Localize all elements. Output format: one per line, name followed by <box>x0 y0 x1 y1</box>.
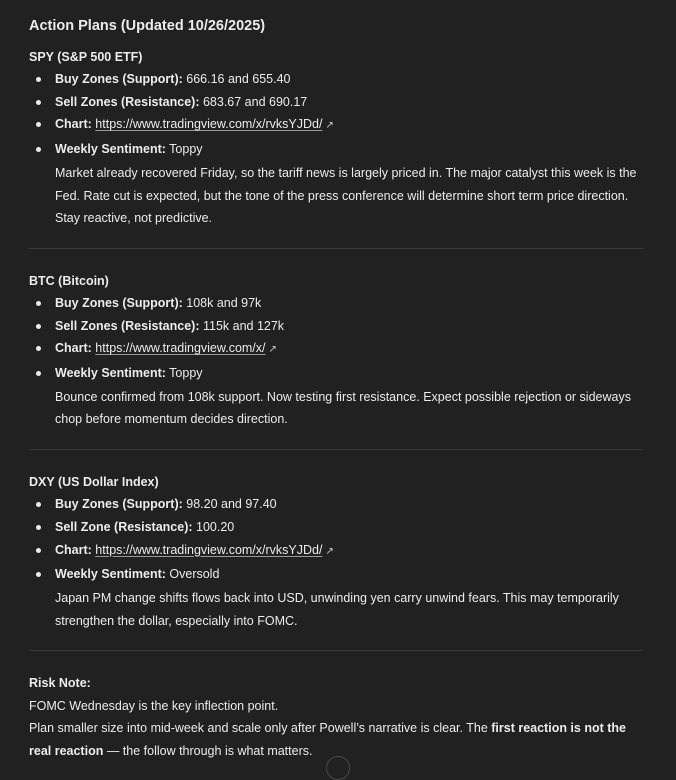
chart-link[interactable]: https://www.tradingview.com/x/rvksYJDd/ <box>95 542 323 557</box>
chart-link[interactable]: https://www.tradingview.com/x/ <box>95 341 266 356</box>
list-item <box>29 138 643 230</box>
section-title: DXY (US Dollar Index) <box>29 475 159 490</box>
risk-note <box>29 672 643 762</box>
divider <box>29 449 643 450</box>
sell-zones-value: 683.67 and 690.17 <box>199 94 308 109</box>
list-item <box>29 563 643 632</box>
section-list <box>29 68 643 230</box>
section-list <box>29 493 643 632</box>
sentiment-text: Japan PM change shifts flows back into USD, unwinding yen carry unwind fears. This may temporarily strengthen the dollar, especially into FOMC. <box>55 590 619 628</box>
section-spy <box>29 46 643 230</box>
arrow-up-right-icon[interactable]: ↗ <box>325 545 334 557</box>
list-item <box>29 91 643 114</box>
list-item <box>29 68 643 91</box>
sell-zones-label: Sell Zones (Resistance): <box>55 94 200 109</box>
chart-label: Chart: <box>55 117 92 132</box>
sell-zones-label: Sell Zone (Resistance): <box>55 519 193 534</box>
chart-label: Chart: <box>55 341 92 356</box>
list-item <box>29 315 643 338</box>
buy-zones-label: Buy Zones (Support): <box>55 497 183 512</box>
list-item <box>29 493 643 516</box>
risk-note-line: FOMC Wednesday is the key inflection point. <box>29 698 279 713</box>
page-title: Action Plans (Updated 10/26/2025) <box>29 18 266 34</box>
sell-zones-value: 100.20 <box>192 519 235 534</box>
list-item <box>29 539 643 564</box>
divider <box>29 248 643 249</box>
sentiment-value: Toppy <box>165 142 203 157</box>
sentiment-label: Weekly Sentiment: <box>55 567 166 582</box>
risk-text: Plan smaller size into mid-week and scale only after Powell’s narrative is clear. The <box>29 721 492 736</box>
scroll-down-button[interactable] <box>326 756 350 780</box>
section-title: BTC (Bitcoin) <box>29 273 109 288</box>
buy-zones-value: 108k and 97k <box>182 295 262 310</box>
sentiment-text: Market already recovered Friday, so the tariff news is largely priced in. The major catalyst this week is the Fed. Rate cut is expected, but the tone of the press conference will determine short term price direction. Stay reactive, not predictive. <box>55 165 637 226</box>
divider <box>29 650 643 651</box>
arrow-up-right-icon[interactable]: ↗ <box>268 344 277 356</box>
message-content <box>29 13 643 762</box>
sentiment-label: Weekly Sentiment: <box>55 366 166 381</box>
buy-zones-label: Buy Zones (Support): <box>55 72 183 86</box>
sell-zones-label: Sell Zones (Resistance): <box>55 318 200 333</box>
list-item <box>29 337 643 362</box>
section-dxy <box>29 471 643 632</box>
sentiment-text: Bounce confirmed from 108k support. Now testing first resistance. Expect possible rejection or sideways chop before momentum decides direction. <box>55 389 631 427</box>
risk-note-title: Risk Note: <box>29 676 91 691</box>
sentiment-value: Toppy <box>165 366 203 381</box>
sentiment-value: Oversold <box>165 567 220 582</box>
buy-zones-label: Buy Zones (Support): <box>55 295 183 310</box>
list-item <box>29 292 643 315</box>
chart-label: Chart: <box>55 542 92 557</box>
buy-zones-value: 666.16 and 655.40 <box>182 72 291 86</box>
buy-zones-value: 98.20 and 97.40 <box>182 497 277 512</box>
section-btc <box>29 270 643 431</box>
section-list <box>29 292 643 431</box>
arrow-up-right-icon[interactable]: ↗ <box>325 120 334 132</box>
chart-link[interactable]: https://www.tradingview.com/x/rvksYJDd/ <box>95 117 323 132</box>
list-item <box>29 113 643 138</box>
risk-text: — the follow through is what matters. <box>103 743 313 758</box>
sentiment-label: Weekly Sentiment: <box>55 142 166 157</box>
section-title: SPY (S&P 500 ETF) <box>29 50 143 64</box>
list-item <box>29 362 643 431</box>
list-item <box>29 516 643 539</box>
risk-emphasis: first reaction is not the real reaction <box>29 721 626 758</box>
sell-zones-value: 115k and 127k <box>199 318 285 333</box>
